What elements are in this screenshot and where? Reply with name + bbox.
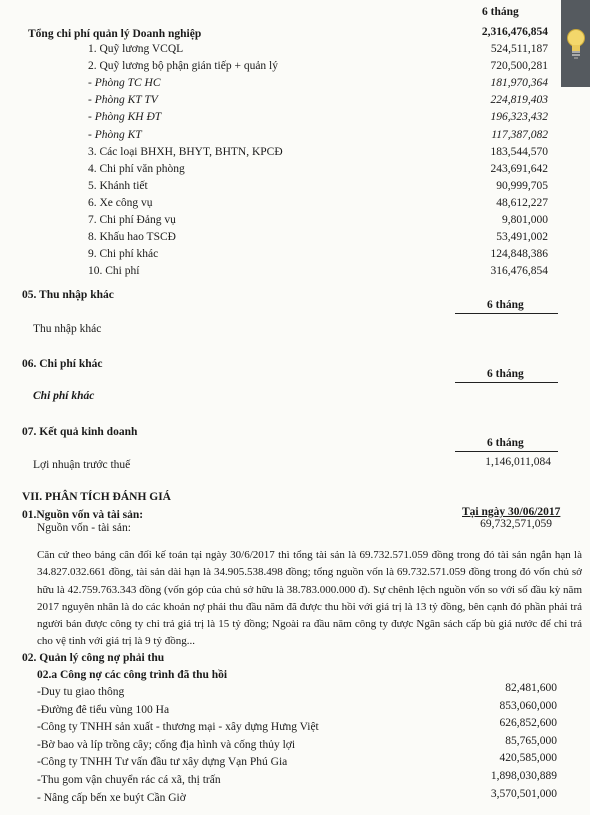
admin-cost-value: 524,511,187 bbox=[490, 43, 548, 55]
admin-cost-label: 6. Xe công vụ bbox=[88, 196, 153, 209]
admin-cost-value: 183,544,570 bbox=[490, 145, 548, 158]
receivable-value: 85,765,000 bbox=[505, 734, 557, 747]
admin-cost-label: - Phòng TC HC bbox=[88, 77, 161, 90]
admin-cost-label: 9. Chi phí khác bbox=[88, 248, 159, 261]
receivable-label: -Công ty TNHH Tư vấn đầu tư xây dựng Vạn Phú Gia bbox=[37, 756, 288, 769]
admin-cost-value: 48,612,227 bbox=[496, 196, 548, 209]
admin-cost-value: 224,819,403 bbox=[490, 94, 548, 107]
other-income-label: Thu nhập khác bbox=[33, 323, 102, 335]
receivable-label: -Công ty TNHH sản xuất - thương mại - xây dựng Hưng Việt bbox=[37, 721, 319, 734]
profit-before-tax-label: Lợi nhuận trước thuế bbox=[33, 459, 131, 471]
receivables-heading: 02. Quản lý công nợ phải thu bbox=[22, 652, 165, 664]
capital-label: Nguồn vốn - tài sản: bbox=[37, 522, 131, 534]
section-07-heading: 07. Kết quả kinh doanh bbox=[22, 426, 138, 438]
collected-receivables-heading: 02.a Công nợ các công trình đã thu hồi bbox=[37, 669, 228, 681]
receivable-value: 853,060,000 bbox=[499, 699, 557, 712]
admin-cost-label: - Phòng KT bbox=[88, 128, 142, 141]
profit-before-tax-value: 1,146,011,084 bbox=[485, 456, 551, 468]
admin-cost-label: 3. Các loại BHXH, BHYT, BHTN, KPCĐ bbox=[88, 145, 283, 158]
admin-costs-total: 2,316,476,854 bbox=[481, 26, 548, 38]
admin-cost-label: 8. Khấu hao TSCĐ bbox=[88, 231, 176, 244]
admin-cost-value: 9,801,000 bbox=[502, 214, 548, 226]
admin-cost-value: 720,500,281 bbox=[490, 60, 548, 73]
admin-cost-label: 10. Chi phí bbox=[88, 265, 140, 278]
admin-costs-title: Tổng chi phí quản lý Doanh nghiệp bbox=[28, 28, 202, 40]
lightbulb-icon[interactable] bbox=[566, 26, 586, 60]
admin-cost-value: 90,999,705 bbox=[496, 179, 548, 192]
report-date: Tại ngày 30/06/2017 bbox=[462, 506, 561, 518]
capital-value: 69,732,571,059 bbox=[480, 518, 552, 530]
admin-cost-value: 117,387,082 bbox=[491, 128, 548, 141]
receivable-value: 3,570,501,000 bbox=[490, 787, 557, 800]
admin-cost-label: 4. Chi phí văn phòng bbox=[88, 162, 185, 175]
analysis-heading: VII. PHÂN TÍCH ĐÁNH GIÁ bbox=[22, 491, 171, 503]
receivable-label: - Nâng cấp bến xe buýt Cần Giờ bbox=[37, 791, 186, 804]
admin-cost-label: 1. Quỹ lương VCQL bbox=[88, 43, 184, 55]
other-expense-label: Chi phí khác bbox=[33, 390, 95, 402]
section-07-underline bbox=[455, 451, 558, 452]
section-05-period: 6 tháng bbox=[487, 299, 524, 311]
admin-cost-value: 181,970,364 bbox=[490, 77, 548, 90]
admin-cost-label: 5. Khánh tiết bbox=[88, 179, 148, 192]
receivable-value: 626,852,600 bbox=[499, 717, 557, 730]
admin-cost-label: - Phòng KT TV bbox=[88, 94, 158, 107]
admin-cost-value: 53,491,002 bbox=[496, 231, 548, 244]
admin-cost-label: - Phòng KH ĐT bbox=[88, 111, 162, 124]
receivable-label: -Duy tu giao thông bbox=[37, 686, 125, 698]
receivable-value: 1,898,030,889 bbox=[490, 770, 557, 782]
analysis-paragraph: Căn cứ theo bảng cân đối kế toán tại ngày 30/6/2017 thì tổng tài sản là 69.732.571.059 đồng trong đó tài sản ngắn hạn là 34.827.032.661 đồng, tài sản dài hạn là 34.905.538.498 đồng; tổng nguồn vốn là 69.732.571.059 đồng trong đó vốn chủ sở hữu là 42.759.763.343 đồng (vốn góp của chủ sở hữu là 38.783.000.000 đ). Sự chênh lệch nguồn vốn so với số đầu kỳ năm 2017 nguyên nhân là do các khoản nợ phải thu đầu năm đã được thu hồi với giá trị là 13 tỷ đồng, bên cạnh đó phần phải trả người bán được công ty chi trả giá trị là 15 tỷ đồng; Ngoài ra đầu năm công ty được Ngân sách cấp bù giá nước để chi trả cho vệ tinh với giá trị là 9 tỷ đồng... bbox=[37, 549, 582, 648]
receivable-label: -Đường đê tiểu vùng 100 Ha bbox=[37, 703, 170, 716]
admin-cost-label: 2. Quỹ lương bộ phận gián tiếp + quản lý bbox=[88, 60, 278, 73]
receivable-value: 420,585,000 bbox=[499, 752, 557, 765]
section-06-underline bbox=[455, 382, 558, 383]
section-05-heading: 05. Thu nhập khác bbox=[22, 289, 114, 301]
admin-cost-value: 316,476,854 bbox=[490, 265, 548, 278]
admin-cost-value: 243,691,642 bbox=[490, 162, 548, 175]
admin-cost-value: 124,848,386 bbox=[490, 248, 548, 261]
section-07-period: 6 tháng bbox=[487, 437, 524, 449]
section-06-heading: 06. Chi phí khác bbox=[22, 358, 103, 370]
period-header: 6 tháng bbox=[482, 6, 519, 18]
receivable-label: -Bờ bao và líp trồng cây; cống địa hình và cống thủy lợi bbox=[37, 738, 296, 751]
section-05-underline bbox=[455, 313, 558, 314]
receivable-value: 82,481,600 bbox=[505, 682, 557, 694]
receivable-label: -Thu gom vận chuyển rác cá xã, thị trấn bbox=[37, 774, 221, 786]
capital-assets-heading: 01.Nguồn vốn và tài sản: bbox=[22, 509, 144, 521]
admin-cost-value: 196,323,432 bbox=[490, 111, 548, 124]
section-06-period: 6 tháng bbox=[487, 368, 524, 380]
admin-cost-label: 7. Chi phí Đảng vụ bbox=[88, 214, 176, 226]
